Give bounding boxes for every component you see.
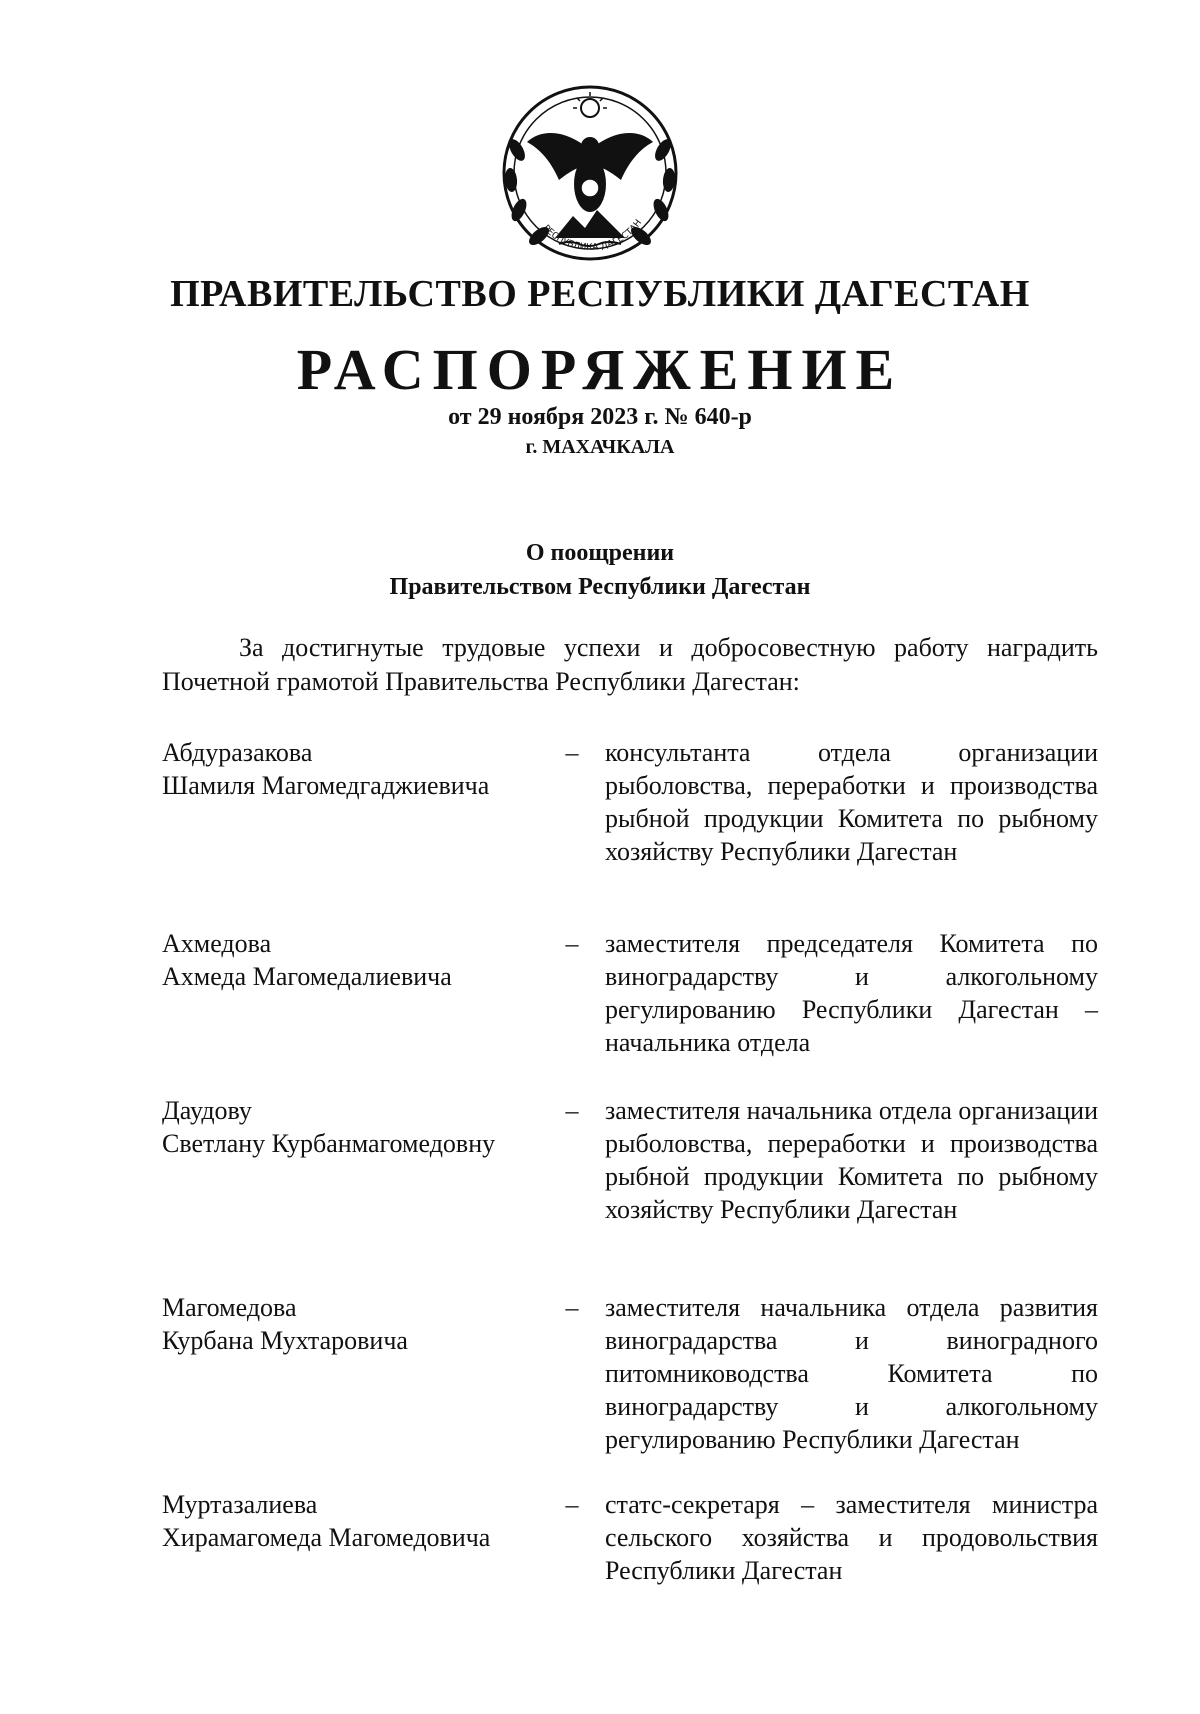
awardee-name	[162, 1291, 542, 1357]
document-subject	[0, 536, 1200, 604]
intro-paragraph	[162, 631, 1098, 699]
awardee-given-names: Ахмеда Магомедалиевича	[162, 962, 452, 991]
awardee-given-names: Шамиля Магомедгаджиевича	[162, 771, 490, 800]
awardee-dash: –	[565, 1096, 579, 1125]
awardee-surname: Муртазалиева	[162, 1490, 318, 1519]
emblem-ribbon-text: РЕСПУБЛИКА ДАГЕСТАН	[540, 218, 645, 253]
coat-of-arms-icon	[497, 80, 683, 266]
awardee-surname: Даудову	[162, 1096, 252, 1125]
document-city: г. МАХАЧКАЛА	[525, 436, 675, 458]
awardee-dash: –	[565, 1293, 579, 1322]
awardee-surname: Абдуразакова	[162, 738, 313, 767]
awardee-position: заместителя начальника отдела развития виноградарства и виноградного питомниководства Комитета по виноградарству и алкогольному регулированию Республики Дагестан	[605, 1293, 1098, 1454]
awardee-dash: –	[565, 738, 579, 767]
document-number-date: от 29 ноября 2023 г. № 640-р	[448, 404, 752, 430]
awardee-surname: Ахмедова	[162, 929, 272, 958]
awardee-name	[162, 1094, 542, 1160]
document-type: РАСПОРЯЖЕНИЕ	[296, 337, 904, 402]
awardee-position: заместителя председателя Комитета по виноградарству и алкогольному регулированию Республики Дагестан – начальника отдела	[605, 929, 1098, 1057]
awardee-position: заместителя начальника отдела организации рыболовства, переработки и производства рыбной продукции Комитета по рыбному хозяйству Республики Дагестан	[605, 1096, 1098, 1224]
awardee-given-names: Хирамагомеда Магомедовича	[162, 1523, 491, 1552]
subject-line-2: Правительством Республики Дагестан	[389, 574, 811, 600]
awardee-position: статс-секретаря – заместителя министра сельского хозяйства и продовольствия Республики Дагестан	[605, 1490, 1098, 1585]
awardee-name	[162, 927, 542, 993]
awardee-surname: Магомедова	[162, 1293, 297, 1322]
awardee-dash: –	[565, 1490, 579, 1519]
awardee-name	[162, 1488, 542, 1554]
awardee-name	[162, 736, 542, 802]
organization-title: ПРАВИТЕЛЬСТВО РЕСПУБЛИКИ ДАГЕСТАН	[170, 273, 1030, 315]
awardee-given-names: Курбана Мухтаровича	[162, 1326, 408, 1355]
awardee-given-names: Светлану Курбанмагомедовну	[162, 1129, 496, 1158]
subject-line-1: О поощрении	[525, 540, 675, 566]
awardee-dash: –	[565, 929, 579, 958]
awardee-position: консультанта отдела организации рыболовства, переработки и производства рыбной продукции Комитета по рыбному хозяйству Республики Дагестан	[605, 738, 1098, 866]
intro-text: За достигнутые трудовые успехи и добросовестную работу наградить Почетной грамотой Правительства Республики Дагестан:	[162, 633, 1098, 696]
